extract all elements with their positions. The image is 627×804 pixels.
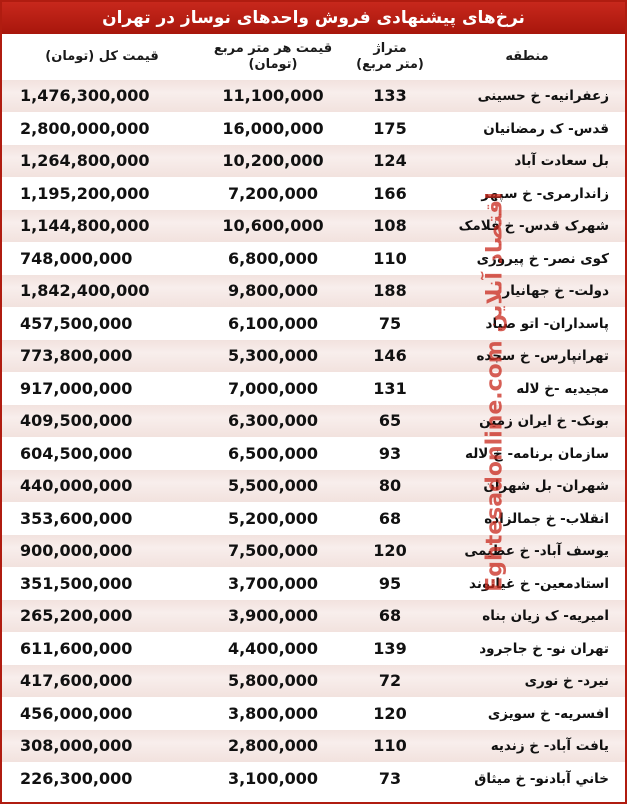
price-per-meter-cell: 3,700,000 [227, 573, 319, 593]
price-per-meter-cell: 5,300,000 [227, 346, 319, 365]
region-cell: استادمعین- خ غیاثوند [469, 575, 609, 592]
region-cell: پاسداران- اتو صیاد [485, 315, 609, 332]
region-cell: دولت- خ جهانیار [502, 283, 609, 299]
region-cell: بونک- خ ایران زمین [479, 413, 609, 429]
total-price-cell: 773,800,000 [20, 346, 133, 365]
header-region-label: منطقه [505, 49, 549, 64]
region-cell: یافت آباد- خ زندیه [490, 738, 609, 754]
region-cell: تهران نو- خ جاجرود [479, 640, 609, 657]
area-cell: 110 [373, 248, 407, 268]
price-per-meter-cell: 3,800,000 [227, 703, 319, 723]
area-cell: 120 [373, 703, 407, 723]
header-area [352, 34, 428, 80]
total-price-cell: 604,500,000 [20, 443, 133, 463]
table-row [2, 503, 625, 535]
area-cell: 133 [373, 86, 407, 105]
area-cell: 120 [373, 541, 407, 560]
price-per-meter-cell: 5,500,000 [227, 476, 319, 495]
region-cell: نیرد- خ نوری [524, 673, 609, 689]
total-price-cell: 611,600,000 [20, 638, 133, 658]
total-price-cell: 456,000,000 [20, 703, 133, 723]
area-cell: 166 [373, 183, 407, 203]
header-area-line1: متراژ [373, 41, 407, 56]
total-price-cell: 1,264,800,000 [20, 151, 150, 170]
area-cell: 146 [373, 346, 407, 365]
region-cell: انقلاب- خ جمالزاده [484, 510, 609, 527]
total-price-cell: 351,500,000 [20, 573, 133, 593]
region-cell: قدس- ک رمضانیان [483, 120, 609, 137]
region-cell: مجیدیه -خ لاله [516, 380, 609, 397]
header-area-line2: (متر مربع) [356, 57, 424, 72]
total-price-cell: 226,300,000 [20, 768, 133, 788]
table-row [2, 568, 625, 600]
total-price-cell: 308,000,000 [20, 736, 133, 755]
watermark [470, 177, 520, 607]
table-row [2, 275, 625, 307]
table-row [2, 763, 625, 795]
price-per-meter-cell: 10,600,000 [222, 216, 324, 235]
area-cell: 124 [373, 151, 407, 170]
header-price-per-meter [198, 34, 348, 80]
total-price-cell: 748,000,000 [20, 248, 133, 268]
total-price-cell: 440,000,000 [20, 476, 133, 495]
table-row [2, 308, 625, 340]
price-per-meter-cell: 6,500,000 [227, 443, 319, 463]
area-cell: 188 [373, 281, 407, 300]
watermark-text: Eghtesadonline.com اقتصاد آنلاین [482, 192, 508, 592]
total-price-cell: 917,000,000 [20, 378, 133, 398]
table-title: نرخ‌های پیشنهادی فروش واحدهای نوساز در تهران [2, 2, 625, 34]
table-row [2, 535, 625, 567]
price-per-meter-cell: 2,800,000 [227, 736, 319, 755]
area-cell: 75 [378, 313, 402, 333]
total-price-cell: 900,000,000 [20, 541, 133, 560]
area-cell: 139 [373, 638, 407, 658]
region-cell: شهرک قدس- خ فلامک [458, 218, 609, 234]
price-per-meter-cell: 5,200,000 [227, 508, 319, 528]
price-per-meter-cell: 7,200,000 [227, 183, 319, 203]
table-row [2, 178, 625, 210]
area-cell: 73 [378, 768, 402, 788]
header-region [452, 34, 602, 80]
region-cell: کوی نصر- خ پیروزی [476, 250, 609, 267]
region-cell: شهران- بل شهران [483, 478, 609, 494]
price-per-meter-cell: 6,300,000 [227, 411, 319, 430]
table-header-row [2, 34, 625, 80]
area-cell: 108 [373, 216, 407, 235]
header-ppm-line1: قیمت هر متر مربع [213, 41, 333, 56]
area-cell: 72 [378, 671, 402, 690]
area-cell: 175 [373, 118, 407, 138]
price-per-meter-cell: 4,400,000 [227, 638, 319, 658]
table-row [2, 730, 625, 762]
total-price-cell: 409,500,000 [20, 411, 133, 430]
price-per-meter-cell: 3,100,000 [227, 768, 319, 788]
table-row [2, 600, 625, 632]
table-row [2, 405, 625, 437]
price-per-meter-cell: 11,100,000 [222, 86, 324, 105]
table-row [2, 243, 625, 275]
total-price-cell: 1,842,400,000 [20, 281, 150, 300]
area-cell: 95 [378, 573, 402, 593]
region-cell: سازمان برنامه- خ لاله [465, 445, 609, 462]
table-row [2, 113, 625, 145]
region-cell: زاندارمری- خ سپهر [481, 185, 609, 202]
price-per-meter-cell: 3,900,000 [227, 606, 319, 625]
area-cell: 65 [378, 411, 402, 430]
area-cell: 131 [373, 378, 407, 398]
table-row [2, 470, 625, 502]
header-ppm-line2: (تومان) [248, 57, 298, 72]
header-total-label: قیمت کل (تومان) [45, 49, 159, 64]
table-row [2, 633, 625, 665]
total-price-cell: 1,195,200,000 [20, 183, 150, 203]
table-row [2, 210, 625, 242]
total-price-cell: 353,600,000 [20, 508, 133, 528]
region-cell: بل سعادت آباد [514, 153, 609, 169]
area-cell: 110 [373, 736, 407, 755]
area-cell: 68 [378, 606, 402, 625]
table-row [2, 80, 625, 112]
price-per-meter-cell: 5,800,000 [227, 671, 319, 690]
total-price-cell: 1,476,300,000 [20, 86, 150, 105]
price-per-meter-cell: 6,800,000 [227, 248, 319, 268]
region-cell: امیریه- ک زیان بناه [482, 608, 609, 624]
total-price-cell: 417,600,000 [20, 671, 133, 690]
table-row [2, 698, 625, 730]
region-cell: زعفرانیه- خ حسینی [477, 88, 609, 104]
total-price-cell: 457,500,000 [20, 313, 133, 333]
region-cell: افسریه- خ سویزی [487, 705, 609, 722]
area-cell: 93 [378, 443, 402, 463]
table-row [2, 665, 625, 697]
header-total [22, 34, 182, 80]
price-per-meter-cell: 9,800,000 [227, 281, 319, 300]
total-price-cell: 2,800,000,000 [20, 118, 150, 138]
table-row [2, 438, 625, 470]
table-row [2, 145, 625, 177]
price-per-meter-cell: 10,200,000 [222, 151, 324, 170]
price-per-meter-cell: 16,000,000 [222, 118, 324, 138]
area-cell: 80 [378, 476, 402, 495]
table-row [2, 373, 625, 405]
price-per-meter-cell: 7,500,000 [227, 541, 319, 560]
total-price-cell: 1,144,800,000 [20, 216, 150, 235]
area-cell: 68 [378, 508, 402, 528]
region-cell: یوسف آباد- خ عظیمی [464, 543, 609, 559]
price-per-meter-cell: 7,000,000 [227, 378, 319, 398]
total-price-cell: 265,200,000 [20, 606, 133, 625]
price-per-meter-cell: 6,100,000 [227, 313, 319, 333]
region-cell: تهرانپارس- خ سجده [476, 348, 609, 364]
region-cell: خاني آبادنو- خ میثاق [474, 770, 609, 787]
table-row [2, 340, 625, 372]
